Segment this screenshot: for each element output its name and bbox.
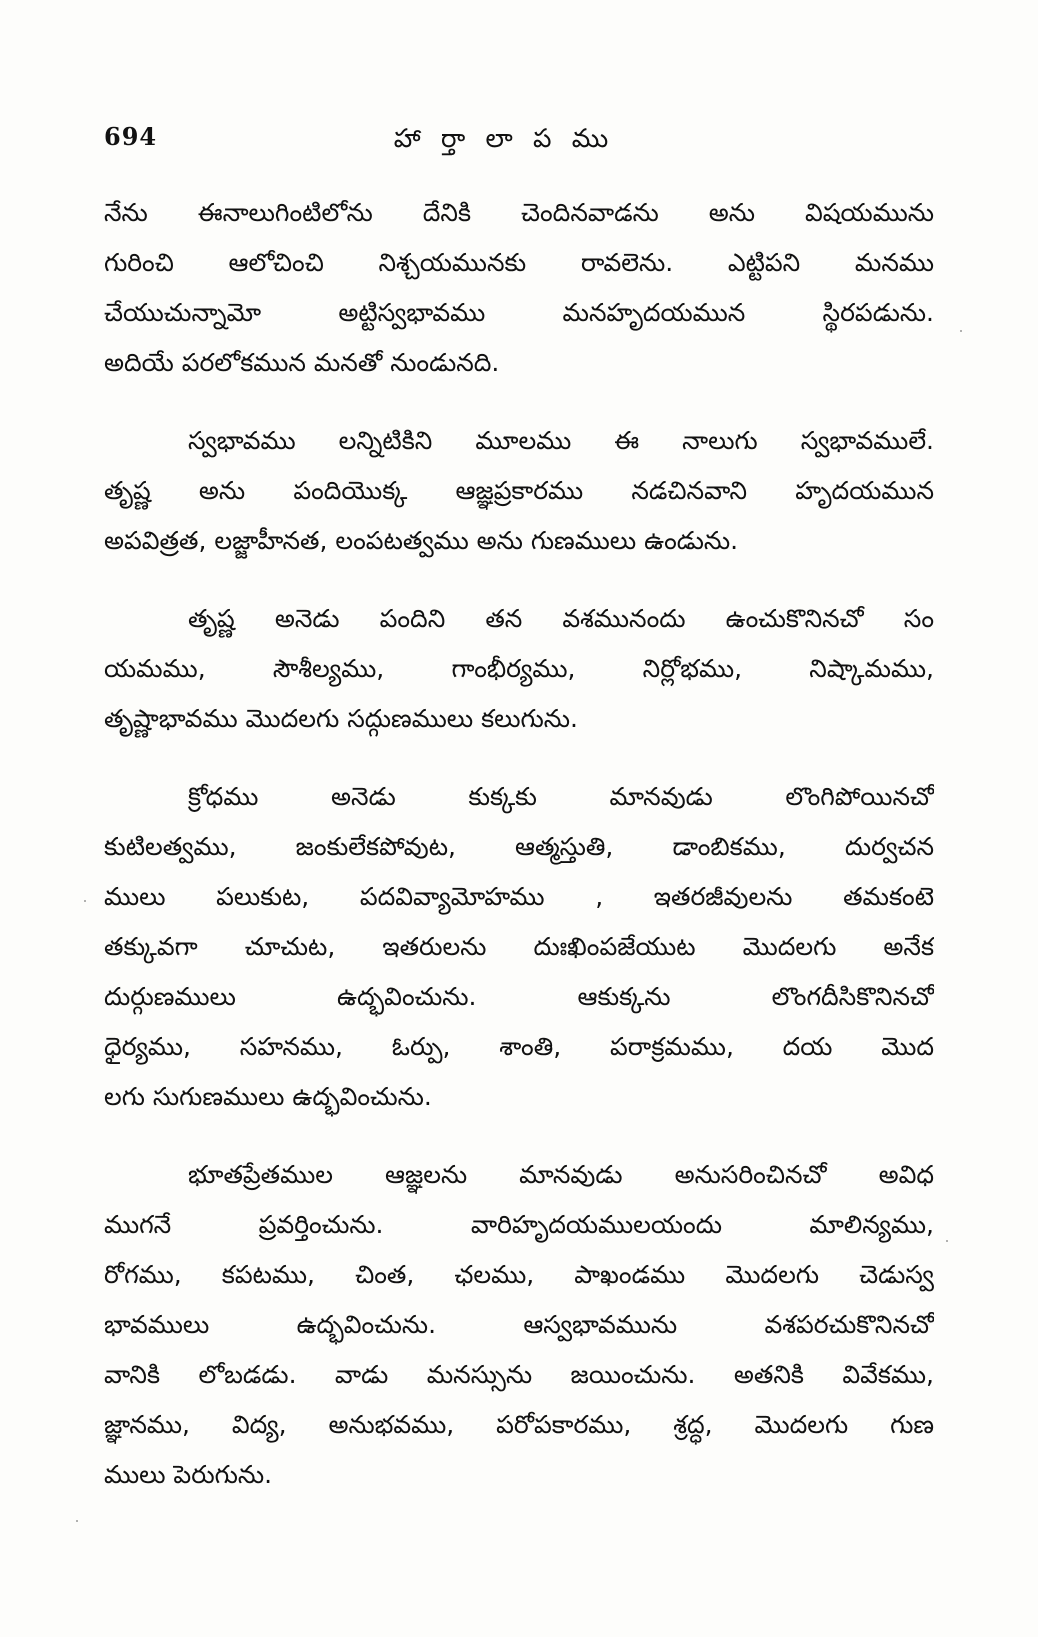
page-number: 694 [104,122,158,151]
page-header [104,118,934,158]
text-line: ముగనే ప్రవర్తించును. వారిహృదయములయందు మాలిన్యము, [104,1210,934,1239]
scan-speck [946,1240,948,1242]
text-line: దుర్గుణములు ఉద్భవించును. ఆకుక్కను లొంగదీసికొనినచో [104,982,934,1011]
scan-speck [84,900,86,902]
paragraph-4 [104,772,934,1122]
paragraph-2 [104,416,934,566]
text-line: తక్కువగా చూచుట, ఇతరులను దుఃఖింపజేయుట మొదలగు అనేక [104,932,934,961]
text-line: రోగము, కపటము, చింత, ఛలము, పాఖండము మొదలగు చెడుస్వ [104,1260,934,1289]
scan-speck [960,330,962,332]
text-line: నేను ఈనాలుగింటిలోను దేనికి చెందినవాడను అను విషయమును [104,198,934,227]
text-line: భావములు ఉద్భవించును. ఆస్వభావమును వశపరచుకొనినచో [104,1310,934,1339]
text-line: క్రోధము అనెడు కుక్కకు మానవుడు లొంగిపోయినచో [188,782,934,811]
text-line: అదియే పరలోకమున మనతో నుండునది. [104,348,500,377]
text-line: తృష్ణ అను పందియొక్క ఆజ్ఞప్రకారము నడచినవాని హృదయమున [104,476,934,505]
running-title: హా ర్తా లా ప ము [393,124,615,154]
text-line: ములు పెరుగును. [104,1460,273,1489]
paragraph-1 [104,188,934,388]
text-line: అపవిత్రత, లజ్జాహీనత, లంపటత్వము అను గుణములు ఉండును. [104,526,739,555]
text-line: కుటిలత్వము, జంకులేకపోవుట, ఆత్మస్తుతి, డాంబికము, దుర్వచన [104,832,934,861]
text-line: ములు పలుకుట, పదవివ్యామోహము , ఇతరజీవులను తమకంటె [104,882,934,911]
text-line: భూతప్రేతముల ఆజ్ఞలను మానవుడు అనుసరించినచో అవిధ [188,1160,934,1189]
text-line: లగు సుగుణములు ఉద్భవించును. [104,1082,432,1111]
text-line: జ్ఞానము, విద్య, అనుభవము, పరోపకారము, శ్రద్ధ, మొదలగు గుణ [104,1410,934,1439]
body-text [104,188,934,1528]
text-line: యమము, సౌశీల్యము, గాంభీర్యము, నిర్లోభము, నిష్కామము, [104,654,934,683]
text-line: వానికి లోబడడు. వాడు మనస్సును జయించును. అతనికి వివేకము, [104,1360,934,1389]
paragraph-5 [104,1150,934,1500]
text-line: చేయుచున్నామో అట్టిస్వభావము మనహృదయమున స్థిరపడును. [104,298,934,327]
text-line: స్వభావము లన్నిటికిని మూలము ఈ నాలుగు స్వభావములే. [188,426,934,455]
text-line: తృష్ణ అనెడు పందిని తన వశమునందు ఉంచుకొనినచో సం [188,604,934,633]
text-line: గురించి ఆలోచించి నిశ్చయమునకు రావలెను. ఎట్టిపని మనము [104,248,934,277]
paragraph-3 [104,594,934,744]
text-line: ధైర్యము, సహనము, ఓర్పు, శాంతి, పరాక్రమము, దయ మొద [104,1032,934,1061]
text-line: తృష్ణాభావము మొదలగు సద్గుణములు కలుగును. [104,704,578,733]
scan-speck [76,1520,78,1522]
